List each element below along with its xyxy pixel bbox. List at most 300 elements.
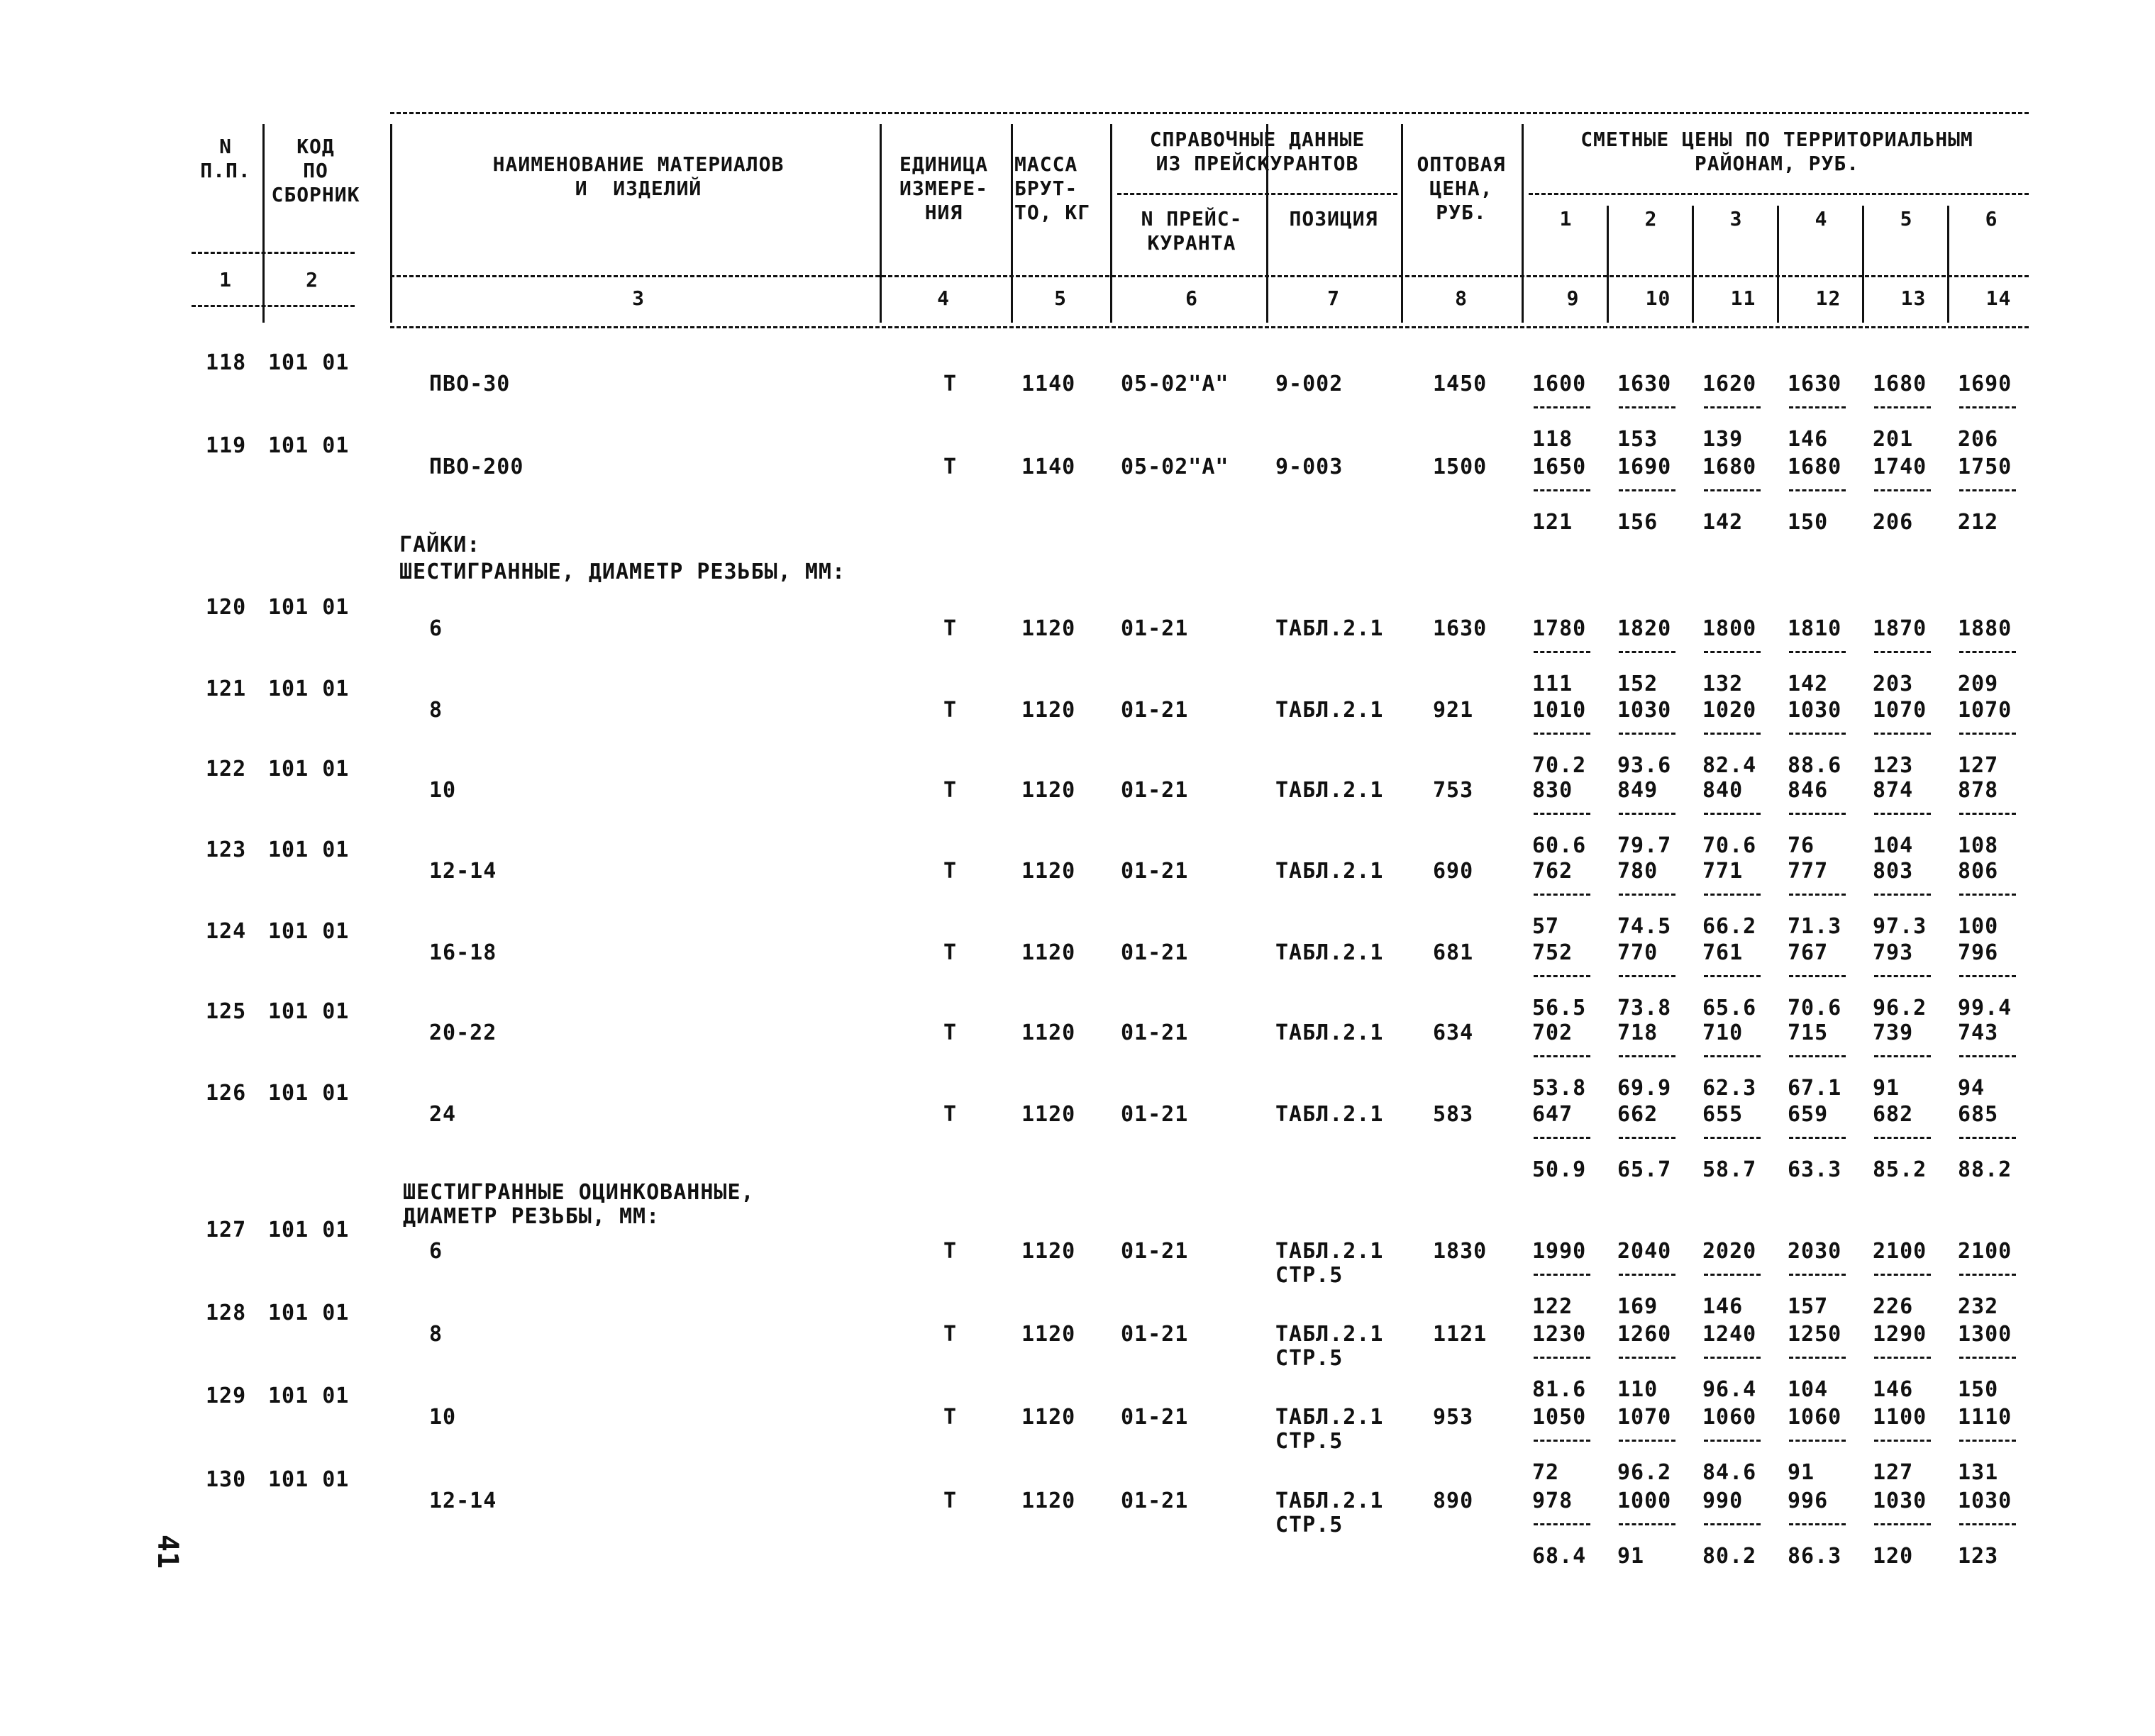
- row-wholesale: 1830: [1433, 1239, 1488, 1264]
- row-price-sub: 132: [1702, 672, 1744, 696]
- row-unit: Т: [943, 1322, 958, 1347]
- row-price: 2020: [1702, 1239, 1757, 1264]
- price-fraction-rule: [1959, 1274, 2016, 1276]
- col-number-9: 9: [1566, 286, 1580, 310]
- row-name: 6: [429, 1239, 443, 1264]
- section-title-hex-galv: ШЕСТИГРАННЫЕ ОЦИНКОВАННЫЕ, ДИАМЕТР РЕЗЬБЫ, ММ:: [403, 1180, 755, 1229]
- row-price: 2040: [1617, 1239, 1672, 1264]
- row-price-sub: 203: [1873, 672, 1914, 696]
- row-price-sub: 139: [1702, 427, 1744, 452]
- price-fraction-rule: [1704, 733, 1761, 735]
- price-fraction-rule: [1619, 1440, 1675, 1442]
- row-price-sub: 56.5: [1532, 996, 1587, 1020]
- row-price-sub: 91: [1873, 1076, 1900, 1101]
- row-pricelist: 01-21: [1121, 1020, 1189, 1045]
- row-price-sub: 201: [1873, 427, 1914, 452]
- row-mass: 1120: [1021, 698, 1076, 723]
- row-unit: Т: [943, 455, 958, 479]
- price-fraction-rule: [1874, 733, 1931, 735]
- row-price-sub: 96.4: [1702, 1377, 1757, 1402]
- row-mass: 1120: [1021, 1322, 1076, 1347]
- col-number-8: 8: [1455, 286, 1468, 310]
- row-unit: Т: [943, 698, 958, 723]
- price-fraction-rule: [1619, 733, 1675, 735]
- col-number-13: 13: [1900, 286, 1927, 310]
- row-name: 24: [429, 1102, 457, 1127]
- row-price-sub: 70.6: [1788, 996, 1842, 1020]
- row-price-sub: 99.4: [1958, 996, 2012, 1020]
- row-unit: Т: [943, 940, 958, 965]
- price-fraction-rule: [1704, 894, 1761, 896]
- header-top-rule: [390, 112, 2029, 114]
- price-fraction-rule: [1874, 1357, 1931, 1359]
- row-price: 780: [1617, 859, 1658, 884]
- row-price: 796: [1958, 940, 1999, 965]
- row-price: 777: [1788, 859, 1829, 884]
- row-price-sub: 206: [1958, 427, 1999, 452]
- price-fraction-rule: [1789, 733, 1846, 735]
- row-price-sub: 73.8: [1617, 996, 1672, 1020]
- price-fraction-rule: [1534, 1440, 1590, 1442]
- price-fraction-rule: [1704, 651, 1761, 653]
- price-fraction-rule: [1789, 651, 1846, 653]
- row-price-sub: 142: [1702, 510, 1744, 535]
- header-vline-7: [1522, 124, 1524, 323]
- price-fraction-rule: [1959, 651, 2016, 653]
- row-price: 1250: [1788, 1322, 1842, 1347]
- row-price-sub: 212: [1958, 510, 1999, 535]
- row-price: 752: [1532, 940, 1573, 965]
- price-fraction-rule: [1789, 1523, 1846, 1525]
- price-fraction-rule: [1874, 1440, 1931, 1442]
- row-price: 793: [1873, 940, 1914, 965]
- row-name: 12-14: [429, 859, 497, 884]
- row-price-sub: 85.2: [1873, 1157, 1927, 1182]
- row-name: ПВО-30: [429, 372, 511, 396]
- price-fraction-rule: [1534, 813, 1590, 815]
- header-vline-1: [390, 124, 392, 323]
- row-price: 1810: [1788, 616, 1842, 641]
- row-price-sub: 232: [1958, 1294, 1999, 1319]
- district-label-5: 5: [1900, 207, 1913, 230]
- price-fraction-rule: [1704, 975, 1761, 977]
- row-price-sub: 91: [1617, 1544, 1645, 1569]
- row-price: 761: [1702, 940, 1744, 965]
- row-price: 662: [1617, 1102, 1658, 1127]
- header-vline-0: [262, 124, 265, 323]
- row-unit: Т: [943, 372, 958, 396]
- price-fraction-rule: [1789, 1440, 1846, 1442]
- row-price: 710: [1702, 1020, 1744, 1045]
- row-price-sub: 62.3: [1702, 1076, 1757, 1101]
- row-price-sub: 81.6: [1532, 1377, 1587, 1402]
- row-price: 1030: [1958, 1489, 2012, 1513]
- price-fraction-rule: [1534, 1274, 1590, 1276]
- row-price-sub: 76: [1788, 833, 1815, 858]
- row-price: 685: [1958, 1102, 1999, 1127]
- row-name: 8: [429, 1322, 443, 1347]
- row-price-sub: 127: [1873, 1460, 1914, 1485]
- price-fraction-rule: [1704, 813, 1761, 815]
- row-price-sub: 152: [1617, 672, 1658, 696]
- row-number: 126: [206, 1081, 247, 1106]
- row-price: 715: [1788, 1020, 1829, 1045]
- col-number-12: 12: [1815, 286, 1841, 310]
- row-price: 1060: [1788, 1405, 1842, 1430]
- price-fraction-rule: [1959, 733, 2016, 735]
- row-pricelist: 01-21: [1121, 1239, 1189, 1264]
- row-price-sub: 93.6: [1617, 753, 1672, 778]
- price-fraction-rule: [1874, 1055, 1931, 1057]
- row-code: 101 01: [268, 433, 350, 458]
- price-fraction-rule: [1959, 1440, 2016, 1442]
- district-label-3: 3: [1729, 207, 1743, 230]
- row-number: 122: [206, 757, 247, 781]
- price-fraction-rule: [1874, 894, 1931, 896]
- row-price: 1630: [1788, 372, 1842, 396]
- row-code: 101 01: [268, 838, 350, 862]
- row-name: 6: [429, 616, 443, 641]
- row-price-sub: 127: [1958, 753, 1999, 778]
- row-name: 8: [429, 698, 443, 723]
- price-fraction-rule: [1619, 489, 1675, 491]
- price-fraction-rule: [1874, 651, 1931, 653]
- row-unit: Т: [943, 778, 958, 803]
- row-price-sub: 53.8: [1532, 1076, 1587, 1101]
- row-price: 878: [1958, 778, 1999, 803]
- row-price: 655: [1702, 1102, 1744, 1127]
- row-number: 128: [206, 1301, 247, 1325]
- row-pricelist: 05-02"А": [1121, 455, 1229, 479]
- row-price: 2030: [1788, 1239, 1842, 1264]
- row-price: 1780: [1532, 616, 1587, 641]
- price-fraction-rule: [1704, 1055, 1761, 1057]
- row-price: 1030: [1617, 698, 1672, 723]
- row-number: 121: [206, 677, 247, 701]
- row-price: 803: [1873, 859, 1914, 884]
- price-fraction-rule: [1619, 651, 1675, 653]
- price-fraction-rule: [1874, 489, 1931, 491]
- row-pricelist: 01-21: [1121, 859, 1189, 884]
- row-code: 101 01: [268, 757, 350, 781]
- district-label-1: 1: [1559, 207, 1573, 230]
- row-price: 1030: [1873, 1489, 1927, 1513]
- price-fraction-rule: [1534, 1137, 1590, 1139]
- row-price: 1070: [1617, 1405, 1672, 1430]
- col-number-14: 14: [1985, 286, 2012, 310]
- col-unit-header: ЕДИНИЦА ИЗМЕРЕ- НИЯ: [899, 152, 988, 224]
- row-price-sub: 70.2: [1532, 753, 1587, 778]
- col-mass-header: МАССА БРУТ- ТО, КГ: [1014, 152, 1091, 224]
- row-price-sub: 209: [1958, 672, 1999, 696]
- row-wholesale: 634: [1433, 1020, 1474, 1045]
- row-name: 12-14: [429, 1489, 497, 1513]
- price-fraction-rule: [1704, 1357, 1761, 1359]
- row-price-sub: 104: [1873, 833, 1914, 858]
- row-price: 702: [1532, 1020, 1573, 1045]
- row-position: ТАБЛ.2.1: [1275, 859, 1384, 884]
- col-pricelist-header: N ПРЕЙС- КУРАНТА: [1141, 207, 1243, 255]
- price-fraction-rule: [1534, 1523, 1590, 1525]
- row-code: 101 01: [268, 999, 350, 1024]
- row-price: 1680: [1873, 372, 1927, 396]
- row-name: 10: [429, 1405, 457, 1430]
- price-fraction-rule: [1789, 813, 1846, 815]
- row-price: 1240: [1702, 1322, 1757, 1347]
- price-fraction-rule: [1704, 489, 1761, 491]
- row-price-sub: 74.5: [1617, 914, 1672, 939]
- header-mid-rule: [390, 275, 2029, 277]
- row-number: 129: [206, 1384, 247, 1408]
- row-code: 101 01: [268, 350, 350, 375]
- price-fraction-rule: [1619, 1137, 1675, 1139]
- col-number-4: 4: [937, 286, 950, 310]
- row-number: 125: [206, 999, 247, 1024]
- row-position: ТАБЛ.2.1: [1275, 616, 1384, 641]
- row-price-sub: 71.3: [1788, 914, 1842, 939]
- row-price: 682: [1873, 1102, 1914, 1127]
- col-number-10: 10: [1645, 286, 1671, 310]
- row-price: 1990: [1532, 1239, 1587, 1264]
- row-mass: 1120: [1021, 616, 1076, 641]
- price-fraction-rule: [1619, 1274, 1675, 1276]
- row-number: 130: [206, 1467, 247, 1492]
- row-price-sub: 121: [1532, 510, 1573, 535]
- section-title-hex: ШЕСТИГРАННЫЕ, ДИАМЕТР РЕЗЬБЫ, ММ:: [399, 560, 846, 584]
- row-price-sub: 146: [1702, 1294, 1744, 1319]
- row-position: ТАБЛ.2.1: [1275, 1020, 1384, 1045]
- row-number: 119: [206, 433, 247, 458]
- district-label-4: 4: [1815, 207, 1828, 230]
- row-price: 739: [1873, 1020, 1914, 1045]
- row-price-sub: 150: [1788, 510, 1829, 535]
- row-position: ТАБЛ.2.1 СТР.5: [1275, 1405, 1384, 1454]
- row-price: 1650: [1532, 455, 1587, 479]
- price-fraction-rule: [1619, 813, 1675, 815]
- page-number: 41: [151, 1534, 184, 1569]
- row-mass: 1140: [1021, 372, 1076, 396]
- row-mass: 1120: [1021, 778, 1076, 803]
- row-price: 718: [1617, 1020, 1658, 1045]
- row-price: 1820: [1617, 616, 1672, 641]
- row-position: ТАБЛ.2.1 СТР.5: [1275, 1489, 1384, 1537]
- col-name-header: НАИМЕНОВАНИЕ МАТЕРИАЛОВ И ИЗДЕЛИЙ: [492, 152, 785, 200]
- row-code: 101 01: [268, 1467, 350, 1492]
- row-pricelist: 01-21: [1121, 940, 1189, 965]
- row-price: 978: [1532, 1489, 1573, 1513]
- row-price-sub: 153: [1617, 427, 1658, 452]
- row-mass: 1140: [1021, 455, 1076, 479]
- row-number: 120: [206, 595, 247, 620]
- row-price: 1690: [1958, 372, 2012, 396]
- row-wholesale: 583: [1433, 1102, 1474, 1127]
- row-price: 1020: [1702, 698, 1757, 723]
- row-position: ТАБЛ.2.1: [1275, 1102, 1384, 1127]
- price-fraction-rule: [1534, 651, 1590, 653]
- row-number: 127: [206, 1218, 247, 1242]
- price-fraction-rule: [1704, 406, 1761, 408]
- row-price-sub: 88.2: [1958, 1157, 2012, 1182]
- col-number-5: 5: [1054, 286, 1067, 310]
- row-price: 1100: [1873, 1405, 1927, 1430]
- price-fraction-rule: [1959, 406, 2016, 408]
- row-price: 2100: [1873, 1239, 1927, 1264]
- row-price-sub: 120: [1873, 1544, 1914, 1569]
- price-fraction-rule: [1789, 1357, 1846, 1359]
- price-fraction-rule: [1874, 1137, 1931, 1139]
- row-pricelist: 01-21: [1121, 778, 1189, 803]
- row-wholesale: 890: [1433, 1489, 1474, 1513]
- header-bottom-rule: [390, 326, 2029, 328]
- price-fraction-rule: [1704, 1274, 1761, 1276]
- row-price-sub: 65.7: [1617, 1157, 1672, 1182]
- row-price: 770: [1617, 940, 1658, 965]
- price-fraction-rule: [1789, 1055, 1846, 1057]
- row-price-sub: 57: [1532, 914, 1560, 939]
- row-price: 2100: [1958, 1239, 2012, 1264]
- row-wholesale: 1450: [1433, 372, 1488, 396]
- row-price-sub: 65.6: [1702, 996, 1757, 1020]
- price-fraction-rule: [1959, 1523, 2016, 1525]
- row-price-sub: 206: [1873, 510, 1914, 535]
- row-price-sub: 72: [1532, 1460, 1560, 1485]
- row-mass: 1120: [1021, 1102, 1076, 1127]
- col-number-7: 7: [1327, 286, 1340, 310]
- row-price-sub: 67.1: [1788, 1076, 1842, 1101]
- row-price: 767: [1788, 940, 1829, 965]
- row-price: 1800: [1702, 616, 1757, 641]
- row-price-sub: 156: [1617, 510, 1658, 535]
- row-price-sub: 123: [1873, 753, 1914, 778]
- price-fraction-rule: [1619, 894, 1675, 896]
- row-price-sub: 96.2: [1617, 1460, 1672, 1485]
- row-price-sub: 123: [1958, 1544, 1999, 1569]
- row-wholesale: 953: [1433, 1405, 1474, 1430]
- row-price-sub: 96.2: [1873, 996, 1927, 1020]
- row-unit: Т: [943, 1102, 958, 1127]
- row-price: 647: [1532, 1102, 1573, 1127]
- price-fraction-rule: [1874, 813, 1931, 815]
- row-position: 9-002: [1275, 372, 1344, 396]
- row-price: 874: [1873, 778, 1914, 803]
- row-price-sub: 118: [1532, 427, 1573, 452]
- section-title-nuts: ГАЙКИ:: [399, 533, 481, 557]
- row-price-sub: 97.3: [1873, 914, 1927, 939]
- row-price: 1870: [1873, 616, 1927, 641]
- row-price: 771: [1702, 859, 1744, 884]
- row-price-sub: 226: [1873, 1294, 1914, 1319]
- price-fraction-rule: [1704, 1137, 1761, 1139]
- price-fraction-rule: [1534, 975, 1590, 977]
- row-price-sub: 94: [1958, 1076, 1985, 1101]
- row-price: 849: [1617, 778, 1658, 803]
- row-price: 1740: [1873, 455, 1927, 479]
- price-fraction-rule: [1534, 894, 1590, 896]
- price-group-header: СМЕТНЫЕ ЦЕНЫ ПО ТЕРРИТОРИАЛЬНЫМ РАЙОНАМ, РУБ.: [1580, 128, 1973, 175]
- row-price-sub: 68.4: [1532, 1544, 1587, 1569]
- price-fraction-rule: [1874, 975, 1931, 977]
- price-fraction-rule: [1534, 1357, 1590, 1359]
- row-price: 830: [1532, 778, 1573, 803]
- price-fraction-rule: [1959, 489, 2016, 491]
- price-fraction-rule: [1874, 406, 1931, 408]
- row-price: 1680: [1788, 455, 1842, 479]
- row-unit: Т: [943, 1239, 958, 1264]
- row-price: 846: [1788, 778, 1829, 803]
- price-fraction-rule: [1789, 1274, 1846, 1276]
- row-price: 659: [1788, 1102, 1829, 1127]
- row-code: 101 01: [268, 1384, 350, 1408]
- header-left-bottom-rule: [192, 305, 355, 307]
- price-fraction-rule: [1534, 733, 1590, 735]
- price-fraction-rule: [1874, 1274, 1931, 1276]
- price-fraction-rule: [1789, 1137, 1846, 1139]
- col-position-header: ПОЗИЦИЯ: [1289, 207, 1378, 230]
- row-wholesale: 681: [1433, 940, 1474, 965]
- row-price: 1750: [1958, 455, 2012, 479]
- price-fraction-rule: [1619, 975, 1675, 977]
- row-position: ТАБЛ.2.1: [1275, 698, 1384, 723]
- price-fraction-rule: [1704, 1440, 1761, 1442]
- price-fraction-rule: [1619, 1523, 1675, 1525]
- row-code: 101 01: [268, 595, 350, 620]
- row-price: 1060: [1702, 1405, 1757, 1430]
- col-number-1: 1: [219, 268, 232, 291]
- price-fraction-rule: [1959, 1357, 2016, 1359]
- col-number-11: 11: [1730, 286, 1756, 310]
- row-price-sub: 122: [1532, 1294, 1573, 1319]
- row-mass: 1120: [1021, 1489, 1076, 1513]
- row-price-sub: 58.7: [1702, 1157, 1757, 1182]
- row-price: 762: [1532, 859, 1573, 884]
- price-fraction-rule: [1704, 1523, 1761, 1525]
- price-fraction-rule: [1789, 406, 1846, 408]
- row-position: ТАБЛ.2.1 СТР.5: [1275, 1239, 1384, 1288]
- price-fraction-rule: [1534, 489, 1590, 491]
- row-price: 1690: [1617, 455, 1672, 479]
- row-mass: 1120: [1021, 1239, 1076, 1264]
- row-name: 16-18: [429, 940, 497, 965]
- row-price: 1230: [1532, 1322, 1587, 1347]
- row-price: 1620: [1702, 372, 1757, 396]
- row-position: ТАБЛ.2.1 СТР.5: [1275, 1322, 1384, 1371]
- price-fraction-rule: [1959, 1137, 2016, 1139]
- price-fraction-rule: [1874, 1523, 1931, 1525]
- price-fraction-rule: [1619, 1357, 1675, 1359]
- row-code: 101 01: [268, 677, 350, 701]
- row-pricelist: 01-21: [1121, 1489, 1189, 1513]
- row-price: 1260: [1617, 1322, 1672, 1347]
- price-fraction-rule: [1959, 975, 2016, 977]
- col-number-3: 3: [632, 286, 645, 310]
- col-num-header: N П.П.: [200, 135, 251, 182]
- row-unit: Т: [943, 1405, 958, 1430]
- row-name: 10: [429, 778, 457, 803]
- row-unit: Т: [943, 1020, 958, 1045]
- row-code: 101 01: [268, 1218, 350, 1242]
- col-number-2: 2: [306, 268, 318, 291]
- row-price-sub: 91: [1788, 1460, 1815, 1485]
- row-price-sub: 84.6: [1702, 1460, 1757, 1485]
- ref-group-rule: [1117, 193, 1397, 195]
- row-position: 9-003: [1275, 455, 1344, 479]
- row-code: 101 01: [268, 1301, 350, 1325]
- row-mass: 1120: [1021, 940, 1076, 965]
- row-price-sub: 131: [1958, 1460, 1999, 1485]
- row-price-sub: 146: [1788, 427, 1829, 452]
- header-vline-3: [1011, 124, 1013, 323]
- row-mass: 1120: [1021, 1405, 1076, 1430]
